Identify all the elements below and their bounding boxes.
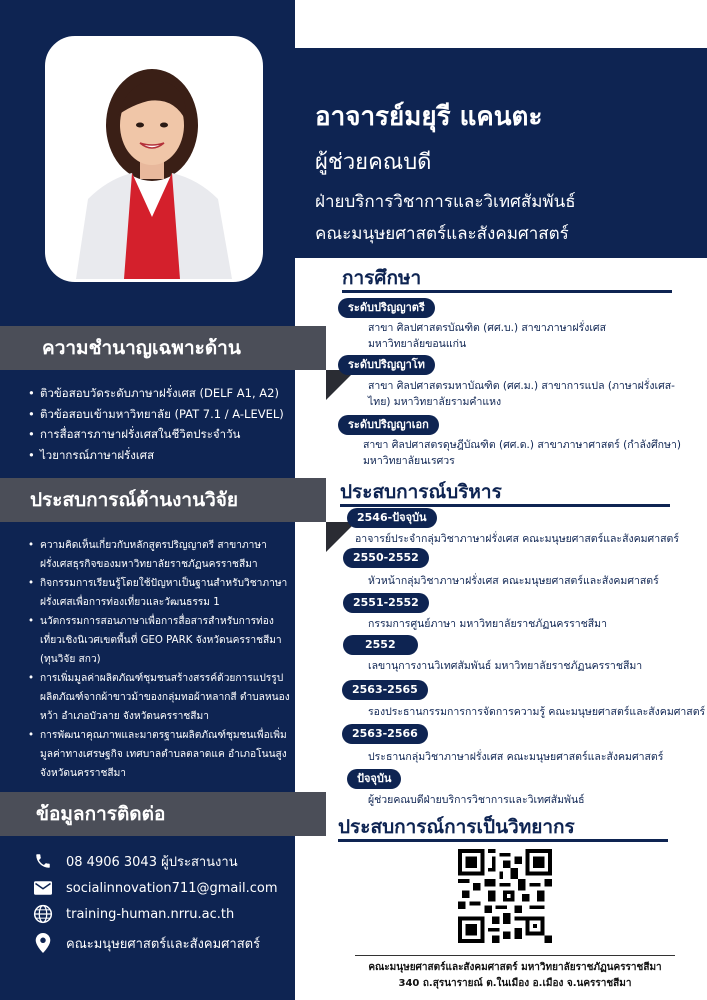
footer-address-line-2: 340 ถ.สุรนารายณ์ ต.ในเมือง อ.เมือง จ.นครราชสีมา [398, 978, 632, 989]
period-badge: 2563-2566 [342, 724, 428, 744]
period-badge: 2546-ปัจจุบัน [347, 508, 437, 528]
research-heading-text: ประสบการณ์ด้านงานวิจัย [30, 489, 238, 511]
contact-email-text: socialinnovation711@gmail.com [66, 880, 278, 896]
admin-entry-text: กรรมการศูนย์ภาษา มหาวิทยาลัยราชภัฏนครราชสีมา [368, 618, 607, 630]
heading-underline [342, 290, 672, 293]
contact-phone[interactable] [32, 850, 238, 872]
list-item: • นวัตกรรมการสอนภาษาเพื่อการสื่อสารสำหรับการท่องเที่ยวเชิงนิเวศเขตพื้นที่ GEO PARK จังหวัดนครราชสีมา (ทุนวิจัย สกว) [28, 612, 290, 669]
education-entry-line: สาขา ศิลปศาสตรดุษฎีบัณฑิต (ศศ.ด.) สาขาภาษาศาสตร์ (กำลังศึกษา) [363, 439, 681, 451]
department-line-1: ฝ่ายบริการวิชาการและวิเทศสัมพันธ์ [315, 192, 576, 212]
list-item: • การสื่อสารภาษาฝรั่งเศสในชีวิตประจำวัน [28, 424, 290, 445]
expertise-heading [0, 326, 326, 370]
profile-photo [45, 36, 263, 282]
education-entry-line: มหาวิทยาลัยขอนแก่น [368, 338, 467, 350]
education-level-badge: ระดับปริญญาโท [338, 355, 435, 375]
period-badge: 2552 [343, 635, 418, 655]
admin-entry-text: ประธานกลุ่มวิชาภาษาฝรั่งเศส คณะมนุษยศาสตร์และสังคมศาสตร์ [368, 751, 664, 763]
period-badge: 2550-2552 [343, 548, 429, 568]
person-name: อาจารย์มยุรี แคนตะ [315, 102, 543, 132]
email-icon [32, 877, 54, 899]
list-item: • ติวข้อสอบเข้ามหาวิทยาลัย (PAT 7.1 / A-LEVEL) [28, 404, 290, 425]
education-entry [368, 378, 675, 410]
period-badge: 2551-2552 [343, 593, 429, 613]
heading-underline [340, 504, 670, 507]
location-pin-icon [32, 932, 54, 954]
list-item: • ความคิดเห็นเกี่ยวกับหลักสูตรปริญญาตรี สาขาภาษาฝรั่งเศสธุรกิจของมหาวิทยาลัยราชภัฏนครราชสีมา [28, 536, 290, 574]
contact-heading-text: ข้อมูลการติดต่อ [36, 803, 166, 825]
list-item: • การเพิ่มมูลค่าผลิตภัณฑ์ชุมชนสร้างสรรค์ด้วยการแปรรูปผลิตภัณฑ์จากผ้าขาวม้าของกลุ่มทอผ้าหลากสี ตำบลหนองหว้า อำเภอบัวลาย จังหวัดนครราชสีมา [28, 669, 290, 726]
education-level-badge: ระดับปริญญาเอก [338, 415, 439, 435]
list-item: • ไวยากรณ์ภาษาฝรั่งเศส [28, 445, 290, 466]
admin-entry-text: ผู้ช่วยคณบดีฝ่ายบริการวิชาการและวิเทศสัมพันธ์ [368, 794, 585, 806]
education-entry [363, 437, 681, 469]
speaker-heading-text: ประสบการณ์การเป็นวิทยากร [338, 816, 575, 838]
research-list [28, 536, 290, 783]
contact-email[interactable] [32, 877, 278, 899]
education-heading-text: การศึกษา [342, 267, 422, 289]
list-item: • ติวข้อสอบวัดระดับภาษาฝรั่งเศส (DELF A1, A2) [28, 383, 290, 404]
qr-code[interactable] [458, 849, 552, 943]
admin-heading [340, 477, 502, 507]
admin-entry-text: เลขานุการงานวิเทศสัมพันธ์ มหาวิทยาลัยราชภัฏนครราชสีมา [368, 660, 643, 672]
period-badge: ปัจจุบัน [347, 769, 401, 789]
globe-icon [32, 903, 54, 925]
education-entry-line: สาขา ศิลปศาสตรมหาบัณฑิต (ศศ.ม.) สาขาการแปล (ภาษาฝรั่งเศส- [368, 380, 675, 392]
expertise-list [28, 383, 290, 465]
admin-entry-text: รองประธานกรรมการการจัดการความรู้ คณะมนุษยศาสตร์และสังคมศาสตร์ [368, 706, 706, 718]
department-line-2: คณะมนุษยศาสตร์และสังคมศาสตร์ [315, 224, 569, 244]
expertise-heading-text: ความชำนาญเฉพาะด้าน [42, 337, 241, 359]
education-entry-line: มหาวิทยาลัยนเรศวร [363, 455, 455, 467]
list-item: • การพัฒนาคุณภาพและมาตรฐานผลิตภัณฑ์ชุมชนเพื่อเพิ่มมูลค่าทางเศรษฐกิจ เทศบาลตำบลตลาดแค อำเภอโนนสูง จังหวัดนครราชสีมา [28, 726, 290, 783]
education-level-badge: ระดับปริญญาตรี [338, 298, 435, 318]
name-banner [295, 48, 707, 258]
list-item: • กิจกรรมการเรียนรู้โดยใช้ปัญหาเป็นฐานสำหรับวิชาภาษาฝรั่งเศสเพื่อการท่องเที่ยวและวัฒนธรรม 1 [28, 574, 290, 612]
education-entry [368, 320, 606, 352]
contact-location-text: คณะมนุษยศาสตร์และสังคมศาสตร์ [66, 936, 261, 952]
heading-underline [338, 839, 668, 842]
contact-location[interactable] [32, 932, 260, 954]
admin-heading-text: ประสบการณ์บริหาร [340, 481, 502, 503]
education-heading [342, 263, 421, 293]
person-role: ผู้ช่วยคณบดี [315, 150, 432, 175]
admin-entry-text: หัวหน้ากลุ่มวิชาภาษาฝรั่งเศส คณะมนุษยศาสตร์และสังคมศาสตร์ [368, 575, 659, 587]
contact-heading [0, 792, 326, 836]
contact-phone-text: 08 4906 3043 ผู้ประสานงาน [66, 854, 238, 870]
research-heading [0, 478, 326, 522]
education-entry-line: ไทย) มหาวิทยาลัยรามคำแหง [368, 396, 502, 408]
phone-icon [32, 850, 54, 872]
admin-entry-text: อาจารย์ประจำกลุ่มวิชาภาษาฝรั่งเศส คณะมนุษยศาสตร์และสังคมศาสตร์ [355, 533, 679, 545]
contact-website-text: training-human.nrru.ac.th [66, 906, 235, 922]
footer-divider [355, 955, 675, 956]
education-entry-line: สาขา ศิลปศาสตรบัณฑิต (ศศ.บ.) สาขาภาษาฝรั่งเศส [368, 322, 606, 334]
speaker-heading [338, 812, 575, 842]
period-badge: 2563-2565 [342, 680, 428, 700]
contact-website[interactable] [32, 903, 234, 925]
footer-address-line-1: คณะมนุษยศาสตร์และสังคมศาสตร์ มหาวิทยาลัยราชภัฏนครราชสีมา [368, 962, 662, 973]
